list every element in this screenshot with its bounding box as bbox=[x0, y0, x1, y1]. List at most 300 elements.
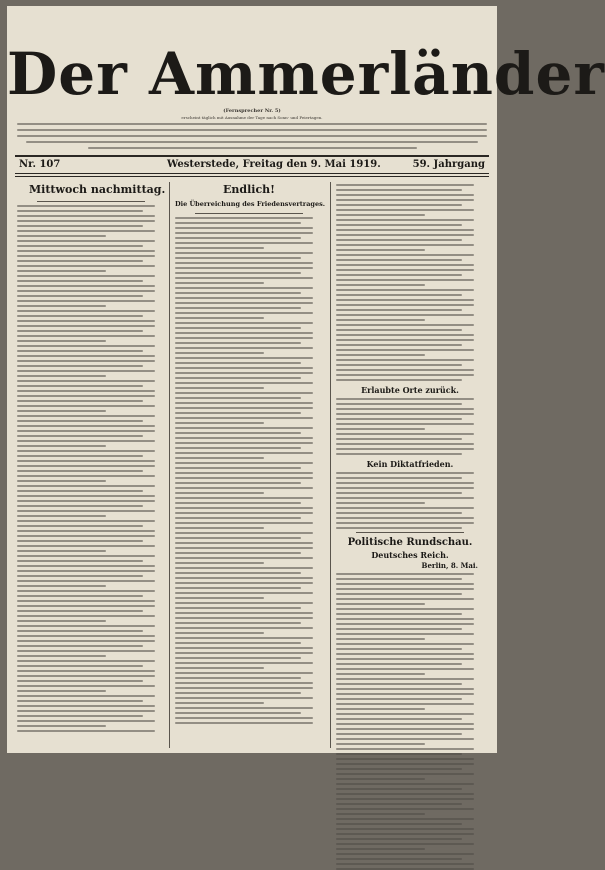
text-line bbox=[175, 672, 313, 674]
text-line bbox=[17, 550, 106, 552]
text-line bbox=[17, 230, 155, 232]
dateline-berlin: Berlin, 8. Mai. bbox=[421, 561, 478, 570]
text-line bbox=[175, 357, 313, 359]
text-line bbox=[336, 668, 474, 670]
text-line bbox=[17, 290, 155, 292]
text-line bbox=[336, 793, 474, 795]
text-line bbox=[336, 507, 474, 509]
text-line bbox=[175, 322, 313, 324]
text-line bbox=[175, 272, 301, 274]
text-line bbox=[336, 219, 474, 221]
text-line bbox=[336, 214, 425, 216]
text-line bbox=[336, 728, 474, 730]
text-line bbox=[336, 204, 462, 206]
newspaper-page bbox=[7, 6, 605, 753]
text-line bbox=[175, 497, 313, 499]
text-line bbox=[336, 708, 425, 710]
text-line bbox=[336, 713, 474, 715]
text-line bbox=[17, 630, 143, 632]
heading-rule bbox=[195, 213, 303, 214]
subscription-line-5 bbox=[88, 147, 417, 149]
text-line bbox=[336, 497, 474, 499]
text-line bbox=[17, 520, 155, 522]
text-line bbox=[175, 362, 301, 364]
text-line bbox=[17, 535, 155, 537]
text-line bbox=[17, 415, 155, 417]
text-line bbox=[336, 487, 474, 489]
text-line bbox=[175, 472, 313, 474]
text-line bbox=[17, 270, 106, 272]
text-line bbox=[175, 607, 301, 609]
text-line bbox=[336, 443, 474, 445]
text-line bbox=[17, 220, 155, 222]
section-heading-rundschau: Politische Rundschau. bbox=[347, 537, 473, 548]
text-line bbox=[336, 848, 425, 850]
text-line bbox=[175, 502, 301, 504]
text-line bbox=[336, 683, 462, 685]
text-line bbox=[336, 254, 474, 256]
text-line bbox=[17, 235, 106, 237]
text-line bbox=[17, 455, 143, 457]
text-line bbox=[336, 573, 474, 575]
text-line bbox=[175, 307, 301, 309]
text-line bbox=[175, 267, 313, 269]
text-line bbox=[175, 572, 301, 574]
header-rule-top bbox=[15, 155, 489, 157]
subscription-line-4 bbox=[26, 141, 477, 143]
text-line bbox=[17, 295, 143, 297]
text-line bbox=[175, 402, 313, 404]
text-line bbox=[175, 232, 313, 234]
text-line bbox=[336, 773, 474, 775]
text-line bbox=[175, 227, 313, 229]
text-line bbox=[17, 300, 155, 302]
header-rule-bottom bbox=[15, 173, 489, 174]
text-line bbox=[17, 390, 155, 392]
text-line bbox=[336, 249, 425, 251]
text-line bbox=[175, 517, 301, 519]
text-line bbox=[175, 327, 301, 329]
text-line bbox=[175, 687, 313, 689]
text-line bbox=[336, 339, 474, 341]
text-line bbox=[336, 418, 462, 420]
text-line bbox=[336, 688, 474, 690]
text-line bbox=[175, 477, 313, 479]
text-line bbox=[175, 652, 313, 654]
text-line bbox=[175, 692, 301, 694]
text-line bbox=[336, 658, 474, 660]
text-line bbox=[336, 299, 474, 301]
text-line bbox=[336, 428, 425, 430]
text-line bbox=[17, 660, 155, 662]
text-line bbox=[175, 452, 313, 454]
text-line bbox=[336, 259, 462, 261]
text-line bbox=[17, 470, 143, 472]
text-line bbox=[336, 244, 474, 246]
text-line bbox=[336, 189, 462, 191]
text-line bbox=[175, 667, 264, 669]
text-line bbox=[175, 612, 313, 614]
text-line bbox=[17, 480, 106, 482]
article-body-col3-a bbox=[336, 184, 484, 381]
text-line bbox=[336, 472, 474, 474]
text-line bbox=[175, 557, 313, 559]
text-line bbox=[17, 370, 155, 372]
subscription-line-2 bbox=[17, 129, 487, 131]
article-heading-mittwoch: Mittwoch nachmittag. bbox=[29, 183, 166, 196]
subscription-line-3 bbox=[17, 135, 487, 137]
text-line bbox=[17, 720, 155, 722]
text-line bbox=[17, 555, 155, 557]
text-line bbox=[336, 703, 474, 705]
text-line bbox=[336, 269, 474, 271]
text-line bbox=[17, 620, 106, 622]
text-line bbox=[17, 545, 155, 547]
text-line bbox=[175, 427, 313, 429]
text-line bbox=[336, 492, 462, 494]
text-line bbox=[175, 527, 264, 529]
text-line bbox=[336, 783, 474, 785]
text-line bbox=[17, 205, 155, 207]
text-line bbox=[17, 665, 143, 667]
text-line bbox=[17, 465, 155, 467]
text-line bbox=[336, 369, 474, 371]
text-line bbox=[336, 309, 462, 311]
text-line bbox=[17, 640, 155, 642]
text-line bbox=[17, 360, 155, 362]
text-line bbox=[175, 592, 313, 594]
text-line bbox=[17, 485, 155, 487]
text-line bbox=[175, 552, 301, 554]
article-heading-endlich: Endlich! bbox=[223, 183, 275, 196]
text-line bbox=[17, 215, 155, 217]
text-line bbox=[17, 255, 155, 257]
text-line bbox=[336, 438, 462, 440]
text-line bbox=[175, 377, 301, 379]
text-line bbox=[175, 662, 313, 664]
text-line bbox=[17, 400, 143, 402]
text-line bbox=[336, 522, 474, 524]
text-line bbox=[17, 650, 155, 652]
text-line bbox=[175, 717, 313, 719]
text-line bbox=[336, 698, 462, 700]
text-line bbox=[336, 512, 462, 514]
text-line bbox=[17, 435, 143, 437]
text-line bbox=[17, 700, 143, 702]
text-line bbox=[17, 585, 106, 587]
text-line bbox=[175, 622, 301, 624]
text-line bbox=[17, 225, 143, 227]
text-line bbox=[336, 748, 474, 750]
text-line bbox=[336, 788, 462, 790]
text-line bbox=[175, 352, 264, 354]
text-line bbox=[175, 467, 301, 469]
text-line bbox=[336, 349, 474, 351]
text-line bbox=[175, 522, 313, 524]
text-line bbox=[336, 319, 425, 321]
text-line bbox=[175, 412, 301, 414]
article-body-col3-c bbox=[336, 472, 484, 529]
text-line bbox=[336, 733, 462, 735]
text-line bbox=[175, 597, 264, 599]
text-line bbox=[17, 320, 155, 322]
text-line bbox=[17, 655, 106, 657]
text-line bbox=[336, 294, 462, 296]
publication-frequency: erscheint täglich mit Ausnahme der Tage nach Sonn- und Feiertagen. bbox=[181, 115, 323, 120]
text-line bbox=[175, 697, 313, 699]
text-line bbox=[175, 492, 264, 494]
text-line bbox=[17, 590, 155, 592]
text-line bbox=[175, 702, 264, 704]
text-line bbox=[17, 715, 143, 717]
text-line bbox=[17, 330, 143, 332]
text-line bbox=[175, 342, 301, 344]
text-line bbox=[175, 317, 264, 319]
text-line bbox=[175, 367, 313, 369]
text-line bbox=[336, 329, 462, 331]
text-line bbox=[17, 495, 155, 497]
text-line bbox=[17, 505, 143, 507]
text-line bbox=[17, 210, 143, 212]
text-line bbox=[175, 537, 301, 539]
text-line bbox=[17, 675, 155, 677]
text-line bbox=[336, 663, 462, 665]
text-line bbox=[175, 447, 301, 449]
text-line bbox=[175, 637, 313, 639]
text-line bbox=[336, 578, 462, 580]
text-line bbox=[17, 305, 106, 307]
text-line bbox=[175, 647, 313, 649]
text-line bbox=[336, 613, 462, 615]
text-line bbox=[336, 379, 462, 381]
text-line bbox=[175, 437, 313, 439]
text-line bbox=[336, 818, 474, 820]
text-line bbox=[336, 482, 474, 484]
text-line bbox=[336, 853, 474, 855]
text-line bbox=[175, 302, 313, 304]
text-line bbox=[17, 335, 155, 337]
text-line bbox=[336, 743, 425, 745]
text-line bbox=[175, 392, 313, 394]
issue-dateline: Westerstede, Freitag den 9. Mai 1919. bbox=[167, 159, 381, 170]
text-line bbox=[336, 289, 474, 291]
text-line bbox=[175, 337, 313, 339]
text-line bbox=[336, 448, 474, 450]
text-line bbox=[175, 462, 313, 464]
text-line bbox=[175, 222, 301, 224]
text-line bbox=[175, 577, 313, 579]
text-line bbox=[336, 758, 474, 760]
text-line bbox=[17, 565, 155, 567]
text-line bbox=[17, 345, 155, 347]
text-line bbox=[336, 423, 474, 425]
text-line bbox=[336, 453, 462, 455]
text-line bbox=[336, 224, 462, 226]
text-line bbox=[336, 274, 462, 276]
text-line bbox=[175, 657, 301, 659]
column-rule-1 bbox=[169, 182, 170, 748]
text-line bbox=[175, 532, 313, 534]
article-body-col3-b bbox=[336, 398, 484, 455]
text-line bbox=[175, 247, 264, 249]
text-line bbox=[336, 194, 474, 196]
text-line bbox=[17, 730, 155, 732]
text-line bbox=[17, 355, 155, 357]
text-line bbox=[17, 430, 155, 432]
issue-number: Nr. 107 bbox=[19, 159, 61, 170]
text-line bbox=[17, 460, 155, 462]
text-line bbox=[336, 778, 425, 780]
text-line bbox=[17, 705, 155, 707]
text-line bbox=[17, 410, 106, 412]
text-line bbox=[336, 403, 462, 405]
text-line bbox=[175, 382, 313, 384]
section-heading-diktatfrieden: Kein Diktatfrieden. bbox=[366, 459, 454, 469]
column-1 bbox=[17, 182, 165, 748]
text-line bbox=[336, 359, 474, 361]
text-line bbox=[17, 500, 155, 502]
text-line bbox=[175, 217, 313, 219]
article-body-col2 bbox=[175, 217, 323, 724]
text-line bbox=[336, 718, 462, 720]
text-line bbox=[336, 413, 474, 415]
text-line bbox=[175, 712, 301, 714]
text-line bbox=[336, 803, 462, 805]
text-line bbox=[17, 440, 155, 442]
text-line bbox=[175, 707, 313, 709]
text-line bbox=[336, 314, 474, 316]
text-line bbox=[175, 542, 313, 544]
text-line bbox=[336, 209, 474, 211]
text-line bbox=[336, 858, 462, 860]
text-line bbox=[175, 277, 313, 279]
text-line bbox=[336, 517, 474, 519]
text-line bbox=[17, 280, 143, 282]
text-line bbox=[175, 587, 301, 589]
text-line bbox=[175, 252, 313, 254]
text-line bbox=[336, 643, 474, 645]
newspaper-title: Der Ammerländer bbox=[7, 40, 605, 108]
article-body-col1 bbox=[17, 205, 165, 732]
text-line bbox=[17, 490, 143, 492]
text-line bbox=[17, 645, 143, 647]
text-line bbox=[336, 693, 474, 695]
heading-rule bbox=[37, 201, 145, 202]
text-line bbox=[175, 312, 313, 314]
text-line bbox=[336, 628, 462, 630]
text-line bbox=[17, 315, 143, 317]
text-line bbox=[17, 580, 155, 582]
text-line bbox=[175, 602, 313, 604]
text-line bbox=[17, 285, 155, 287]
text-line bbox=[336, 768, 462, 770]
text-line bbox=[175, 442, 313, 444]
text-line bbox=[17, 475, 155, 477]
text-line bbox=[175, 282, 264, 284]
text-line bbox=[17, 325, 155, 327]
text-line bbox=[336, 813, 425, 815]
text-line bbox=[17, 425, 155, 427]
text-line bbox=[336, 863, 474, 865]
text-line bbox=[336, 598, 474, 600]
text-line bbox=[175, 547, 313, 549]
text-line bbox=[175, 722, 313, 724]
text-line bbox=[17, 450, 155, 452]
text-line bbox=[175, 297, 313, 299]
text-line bbox=[336, 364, 462, 366]
text-line bbox=[336, 284, 425, 286]
text-line bbox=[17, 725, 106, 727]
text-line bbox=[336, 588, 474, 590]
text-line bbox=[17, 420, 143, 422]
text-line bbox=[336, 798, 474, 800]
text-line bbox=[336, 593, 462, 595]
section-heading-reich: Deutsches Reich. bbox=[371, 550, 449, 560]
text-line bbox=[17, 240, 155, 242]
text-line bbox=[336, 374, 474, 376]
text-line bbox=[336, 738, 474, 740]
text-line bbox=[175, 682, 313, 684]
text-line bbox=[336, 304, 474, 306]
text-line bbox=[336, 843, 474, 845]
text-line bbox=[175, 627, 313, 629]
text-line bbox=[17, 380, 155, 382]
text-line bbox=[175, 617, 313, 619]
text-line bbox=[17, 525, 143, 527]
text-line bbox=[175, 432, 301, 434]
text-line bbox=[17, 510, 155, 512]
subscription-line-1 bbox=[17, 123, 487, 125]
text-line bbox=[336, 354, 425, 356]
column-2 bbox=[175, 182, 326, 748]
text-line bbox=[17, 605, 155, 607]
issue-volume: 59. Jahrgang bbox=[412, 159, 485, 170]
text-line bbox=[17, 260, 143, 262]
text-line bbox=[336, 229, 474, 231]
text-line bbox=[17, 530, 155, 532]
text-line bbox=[17, 405, 155, 407]
text-line bbox=[175, 507, 313, 509]
text-line bbox=[336, 838, 462, 840]
text-line bbox=[175, 562, 264, 564]
text-line bbox=[17, 690, 106, 692]
text-line bbox=[336, 199, 474, 201]
text-line bbox=[336, 324, 474, 326]
text-line bbox=[17, 385, 143, 387]
text-line bbox=[175, 292, 301, 294]
text-line bbox=[336, 344, 462, 346]
text-line bbox=[17, 560, 143, 562]
text-line bbox=[175, 567, 313, 569]
text-line bbox=[17, 250, 155, 252]
text-line bbox=[17, 375, 106, 377]
text-line bbox=[175, 422, 264, 424]
text-line bbox=[175, 262, 313, 264]
text-line bbox=[17, 635, 155, 637]
header-rule-bottom-2 bbox=[15, 176, 489, 177]
text-line bbox=[175, 632, 264, 634]
text-line bbox=[336, 753, 462, 755]
text-line bbox=[336, 673, 425, 675]
text-line bbox=[17, 600, 155, 602]
text-line bbox=[175, 372, 313, 374]
text-line bbox=[17, 275, 155, 277]
text-line bbox=[17, 615, 155, 617]
text-line bbox=[175, 387, 264, 389]
text-line bbox=[17, 395, 155, 397]
text-line bbox=[336, 618, 474, 620]
article-subheading-treaty: Die Überreichung des Friedensvertrages. bbox=[175, 200, 326, 208]
